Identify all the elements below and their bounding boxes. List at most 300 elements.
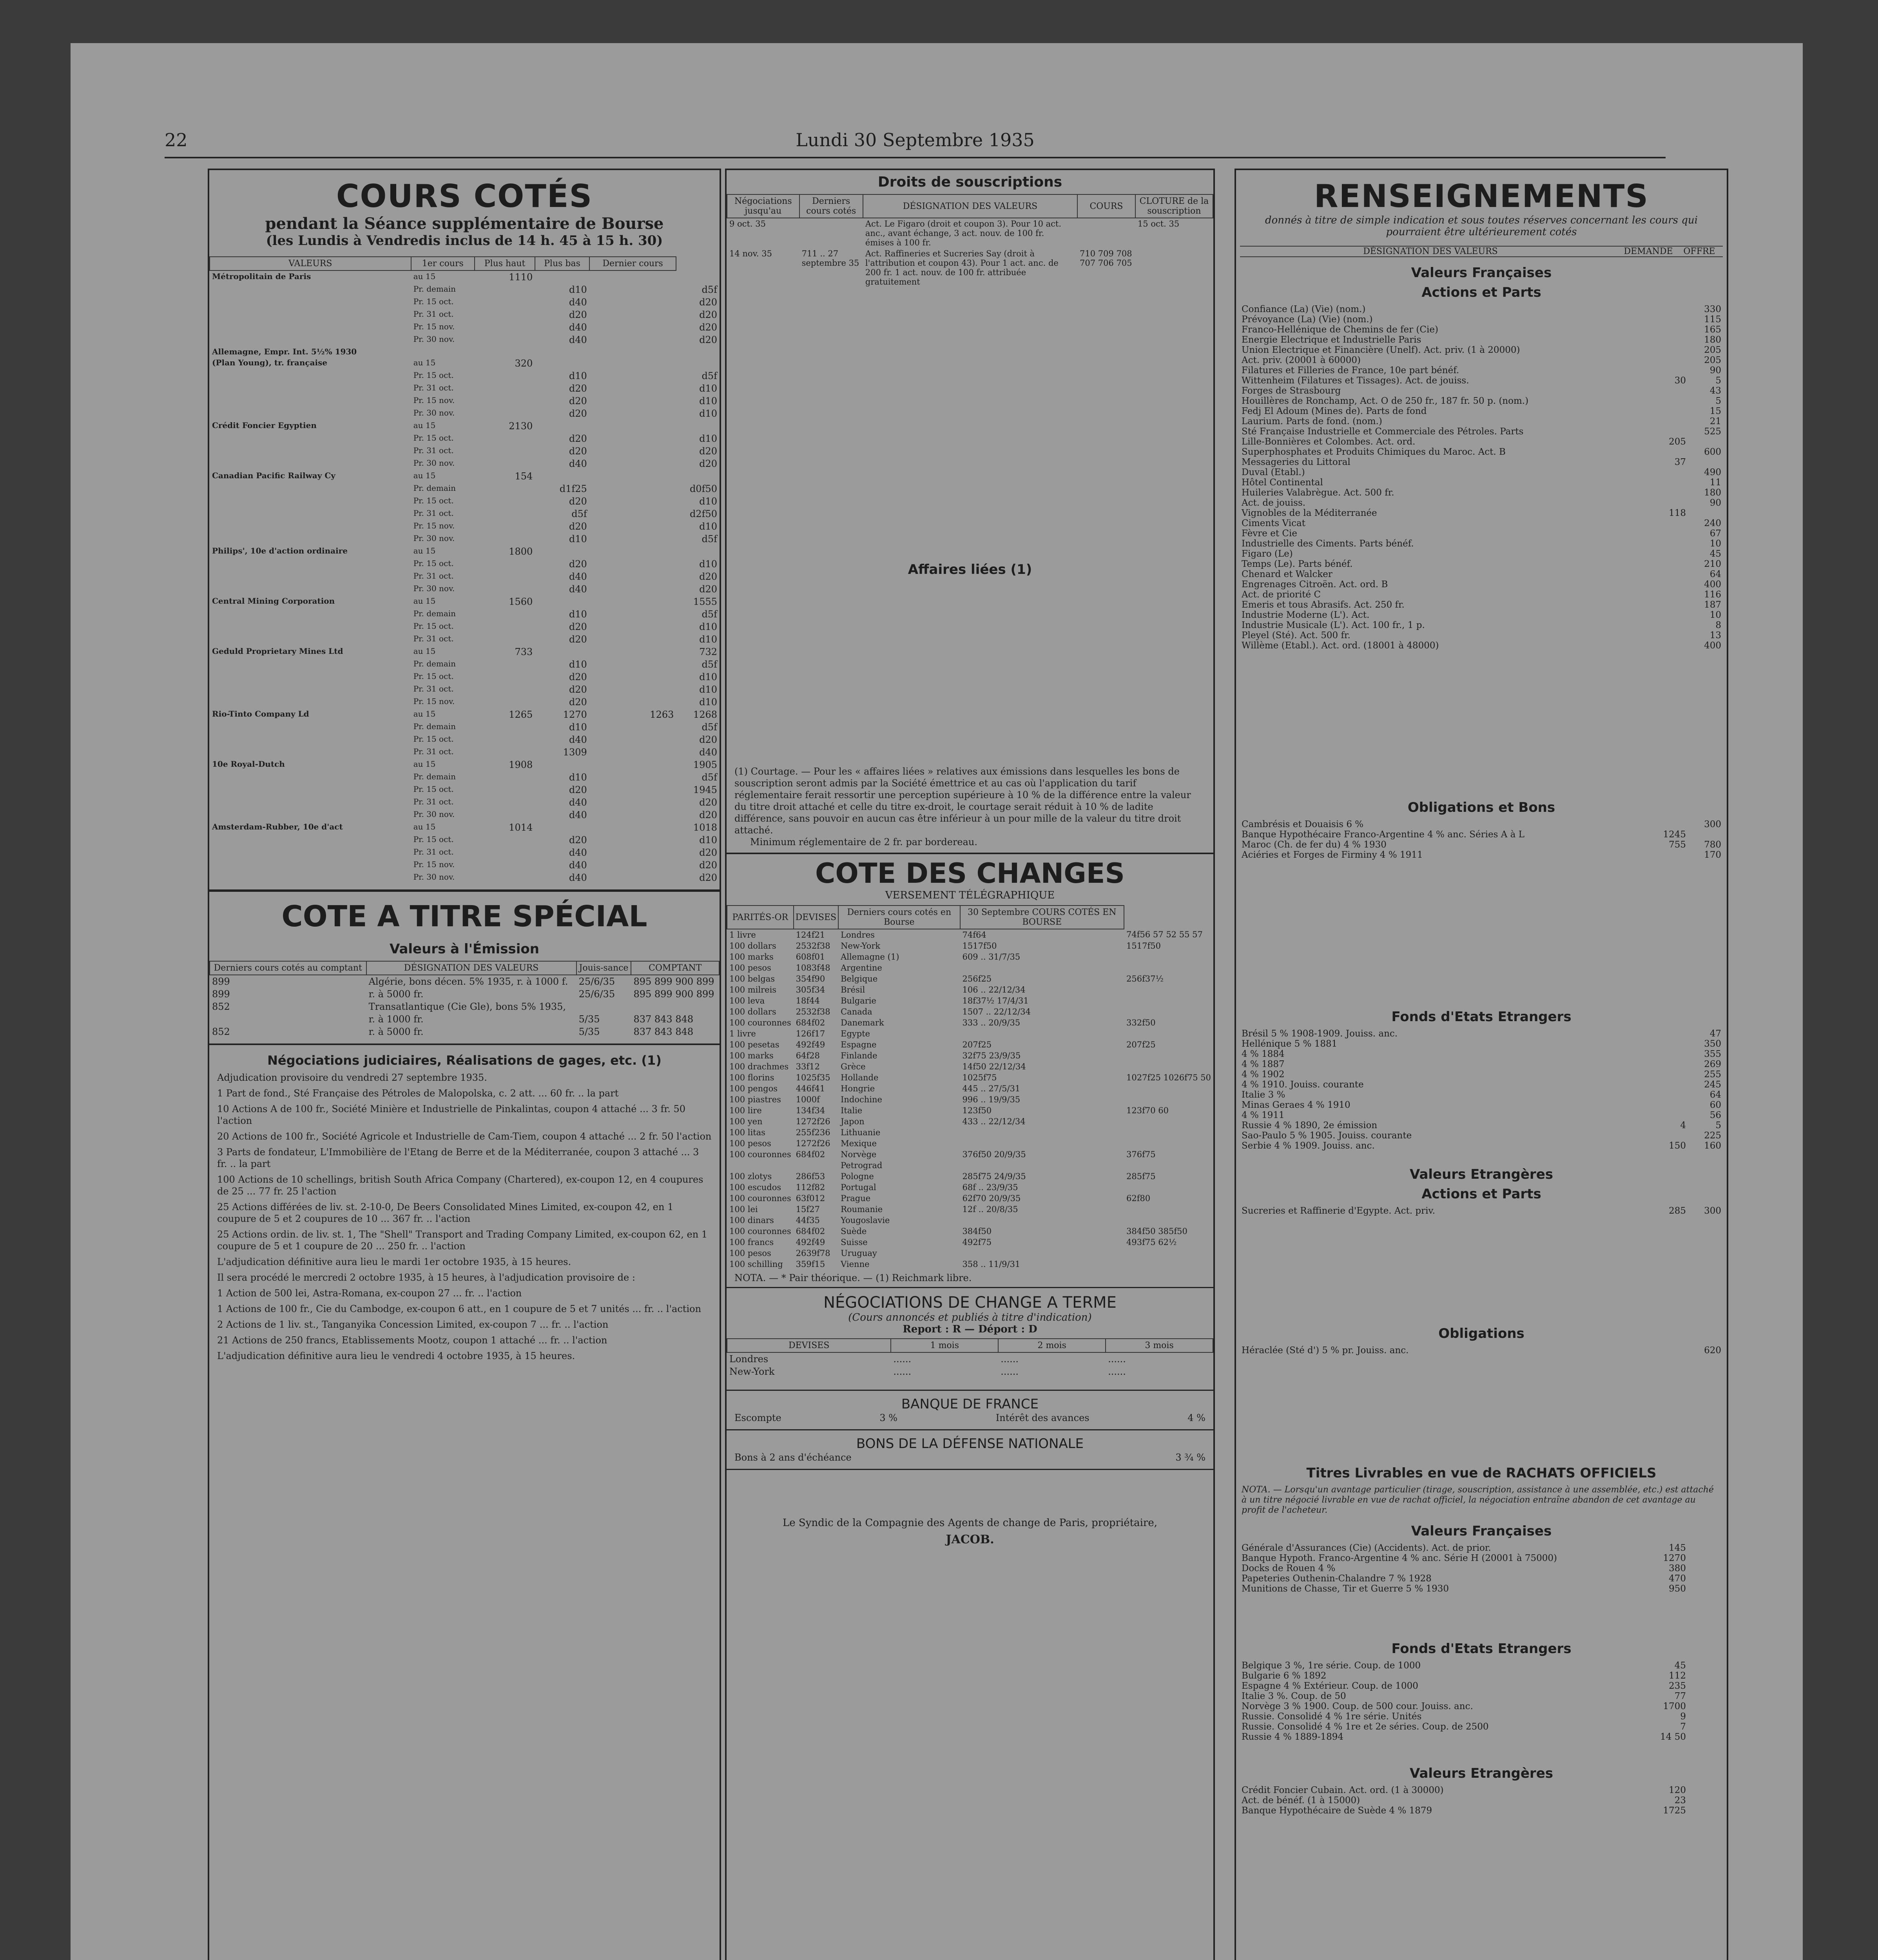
valeur-name (210, 871, 411, 884)
change-c (1124, 1116, 1213, 1127)
terme-table (727, 1338, 1213, 1378)
list-rachats-etrangeres (1242, 1785, 1721, 1816)
item-name: 4 % 1887 (1242, 1059, 1285, 1069)
item-demande (1651, 426, 1686, 437)
item-offre: 355 (1704, 1049, 1721, 1059)
table-row (727, 1352, 1213, 1365)
item-demande (1651, 314, 1686, 325)
change-pv: 305f34 (796, 985, 825, 995)
column-header: DEVISES (794, 906, 838, 929)
column-header: DEVISES (727, 1339, 891, 1352)
item-offre: 90 (1709, 365, 1721, 376)
change-d: Hollande (841, 1073, 879, 1082)
cours-first (475, 520, 535, 533)
table-row (727, 1237, 1213, 1248)
item-name: Russie. Consolidé 4 % 1re série. Unités (1242, 1711, 1422, 1722)
change-pv: 492f49 (796, 1238, 825, 1247)
cours-first (475, 784, 535, 796)
change-p: 100 milreis (729, 985, 777, 995)
cours-last: d5f (702, 772, 717, 783)
item-offre (1686, 1722, 1721, 1732)
comptant (631, 1000, 719, 1013)
table-row (210, 583, 720, 595)
change-d: Allemagne (1) (841, 952, 899, 962)
terme-cell: ...... (893, 1366, 912, 1377)
cours-low (589, 334, 676, 346)
column-header: Négociations jusqu'au (727, 194, 799, 218)
table-row (727, 1039, 1213, 1050)
item-offre: 165 (1704, 325, 1721, 335)
cours-last (676, 357, 720, 370)
table-row (210, 834, 720, 846)
list-item (1242, 1661, 1721, 1671)
change-c (1124, 1204, 1213, 1215)
term: au 15 (413, 709, 436, 719)
cours-last: d10 (699, 684, 717, 695)
list-item (1242, 579, 1721, 590)
cours-low (589, 420, 676, 432)
droit-close: 15 oct. 35 (1137, 219, 1180, 229)
cours-low (589, 346, 676, 357)
terme-header-row (727, 1339, 1213, 1352)
item-name: Willème (Etabl.). Act. ord. (18001 à 48000) (1242, 641, 1439, 651)
banque-rates (727, 1412, 1213, 1424)
term: Pr. 31 oct. (413, 446, 454, 455)
column-header: 1 mois (891, 1339, 998, 1352)
item-name: Temps (Le). Parts bénéf. (1242, 559, 1353, 569)
cours-last: 1555 (693, 596, 717, 607)
change-p: 100 dollars (729, 1007, 776, 1016)
table-row (210, 821, 720, 834)
droit-date: 14 nov. 35 (729, 249, 772, 258)
table-row (210, 407, 720, 420)
item-demande (1651, 447, 1686, 457)
cours-last: d20 (699, 571, 717, 582)
changes-nota: NOTA. — * Pair théorique. — (1) Reichmark libre. (734, 1272, 972, 1283)
term: Pr. 30 nov. (413, 872, 455, 882)
cours-last: d5f (702, 609, 717, 620)
cours-high (535, 595, 589, 608)
change-l: 492f75 (962, 1238, 992, 1247)
cours-low (589, 696, 676, 708)
table-row (727, 1149, 1213, 1160)
cours-last: d10 (699, 621, 717, 632)
item-offre: 180 (1704, 488, 1721, 498)
column-header: 2 mois (998, 1339, 1106, 1352)
item-offre: 11 (1709, 477, 1721, 488)
comptant: 837 843 848 (633, 1014, 694, 1025)
table-row (727, 1072, 1213, 1083)
table-row (727, 1094, 1213, 1105)
cours-last: d20 (699, 847, 717, 858)
change-p: 100 pesos (729, 1139, 771, 1148)
item-name: Banque Hypoth. Franco-Argentine 4 % anc. Série H (20001 à 75000) (1242, 1553, 1557, 1563)
droits-table (727, 194, 1213, 287)
list-item (1242, 325, 1721, 335)
cours-last: d20 (699, 809, 717, 820)
cours-last: 1945 (693, 784, 717, 795)
cours-first (475, 346, 535, 357)
valeur-name (210, 846, 411, 859)
column-header: Jouis-sance (576, 961, 631, 975)
item-offre (1686, 1681, 1721, 1691)
list-item (1242, 498, 1721, 508)
table-row (210, 382, 720, 395)
cours-last (676, 420, 720, 432)
changes-header-row (727, 906, 1213, 929)
term: Pr. 15 oct. (413, 496, 454, 505)
change-d: Roumanie (841, 1205, 883, 1214)
cours-high: d20 (569, 496, 587, 507)
cours-last: d20 (699, 860, 717, 871)
rachats-title: Titres Livrables en vue de RACHATS OFFICIELS (1306, 1465, 1657, 1481)
list-item (1242, 549, 1721, 559)
item-offre: 269 (1704, 1059, 1721, 1069)
list-item (1242, 641, 1721, 651)
change-d: Finlande (841, 1051, 877, 1060)
cours-first: 1265 (509, 709, 533, 720)
jouissance: 25/6/35 (578, 976, 615, 987)
cours-first (475, 671, 535, 683)
item-name: 4 % 1910. Jouiss. courante (1242, 1080, 1364, 1090)
cours-high: d10 (569, 722, 587, 733)
special-title: COTE A TITRE SPÉCIAL (281, 900, 647, 933)
list-item (1242, 1573, 1721, 1584)
change-pv: 33f12 (796, 1062, 820, 1071)
item-demande (1651, 416, 1686, 426)
item-demande: 77 (1674, 1691, 1686, 1701)
term: au 15 (413, 759, 436, 769)
item-demande (1651, 549, 1686, 559)
cours-last: d5f (702, 659, 717, 670)
term: au 15 (413, 421, 436, 430)
cours-high: d20 (569, 521, 587, 532)
valeur-name: Central Mining Corporation (212, 596, 335, 606)
item-offre: 13 (1709, 630, 1721, 641)
cours-first: 1014 (509, 822, 533, 833)
cours-first (475, 382, 535, 395)
cours-last: d20 (699, 734, 717, 745)
cours-low (589, 520, 676, 533)
change-c (1124, 1248, 1213, 1259)
cours-low (589, 296, 676, 309)
valeur-name: Métropolitain de Paris (212, 272, 311, 281)
cours-last: d20 (699, 297, 717, 308)
droit-close (1135, 248, 1213, 287)
valeur-name (210, 621, 411, 633)
change-l (960, 1127, 1124, 1138)
term: Pr. 15 oct. (413, 734, 454, 744)
column-header: DÉSIGNATION DES VALEURS (366, 961, 576, 975)
item-offre: 400 (1704, 641, 1721, 651)
table-row (210, 483, 720, 495)
negociations-title: Négociations judiciaires, Réalisations de gages, etc. (1) (267, 1053, 662, 1068)
valeur-name (210, 407, 411, 420)
list-etr-obligations (1242, 1345, 1721, 1356)
item-demande (1651, 539, 1686, 549)
list-item (1242, 1120, 1721, 1131)
section-rachats-francaises: Valeurs Françaises (1411, 1523, 1552, 1539)
droit-last (799, 218, 863, 248)
cours-low (589, 357, 676, 370)
renseignements-subtitle: donnés à titre de simple indication et sous toutes réserves concernant les cours qui pourraient être ultérieurement cotés (1265, 214, 1698, 238)
list-item (1242, 355, 1721, 365)
cours-low (589, 483, 676, 495)
cours-high: d20 (569, 784, 587, 795)
item-name: Superphosphates et Produits Chimiques du Maroc. Act. B (1242, 447, 1506, 457)
item-offre: 60 (1709, 1100, 1721, 1110)
list-item (1242, 365, 1721, 376)
change-d: Grèce (841, 1062, 866, 1071)
change-l: 433 .. 22/12/34 (962, 1117, 1026, 1126)
change-d: Suède (841, 1227, 867, 1236)
item-offre: 525 (1704, 426, 1721, 437)
table-row (210, 520, 720, 533)
table-row (727, 218, 1213, 248)
valeur-name: Philips', 10e d'action ordinaire (212, 546, 348, 555)
item-demande (1651, 488, 1686, 498)
list-item (1242, 477, 1721, 488)
item-name: Espagne 4 % Extérieur. Coup. de 1000 (1242, 1681, 1418, 1691)
item-demande: 118 (1669, 508, 1686, 518)
cours-high: d40 (569, 809, 587, 820)
list-item (1242, 508, 1721, 518)
table-row (210, 545, 720, 558)
item-offre: 160 (1704, 1141, 1721, 1151)
item-demande: 7 (1680, 1722, 1686, 1732)
valeur-name (210, 696, 411, 708)
cours-last: d20 (699, 584, 717, 595)
section-valeurs-etrangeres: Valeurs Etrangères (1409, 1167, 1553, 1182)
cours-hours: (les Lundis à Vendredis inclus de 14 h. 45 à 15 h. 30) (266, 233, 663, 249)
cours-first (475, 321, 535, 334)
change-p: 100 piastres (729, 1095, 781, 1104)
cours-low (589, 558, 676, 570)
table-row (210, 988, 719, 1000)
change-d: Bulgarie (841, 996, 876, 1005)
change-c (1124, 1160, 1213, 1171)
list-item (1242, 1141, 1721, 1151)
item-offre: 10 (1709, 610, 1721, 620)
table-row (210, 533, 720, 545)
list-item (1242, 630, 1721, 641)
cours-first (475, 746, 535, 759)
column-renseignements (1234, 169, 1728, 1960)
list-item (1242, 590, 1721, 600)
change-pv: 126f17 (796, 1029, 825, 1038)
valeur-name (210, 382, 411, 395)
item-demande: 1725 (1663, 1806, 1686, 1816)
section-actions-parts: Actions et Parts (1421, 285, 1541, 300)
cours-first: 1908 (509, 759, 533, 770)
item-demande (1651, 1029, 1686, 1039)
term: Pr. 31 oct. (413, 634, 454, 643)
change-pv: 18f44 (796, 996, 820, 1005)
term: au 15 (413, 546, 436, 555)
term: Pr. 15 oct. (413, 433, 454, 443)
item-offre (1686, 1732, 1721, 1742)
list-item (1242, 1069, 1721, 1080)
list-obligations (1242, 819, 1721, 860)
item-demande: 45 (1674, 1661, 1686, 1671)
table-row (727, 962, 1213, 973)
item-offre: 205 (1704, 345, 1721, 355)
valeur-name (210, 395, 411, 407)
droits-title: Droits de souscriptions (877, 174, 1062, 190)
page-header (165, 129, 1666, 153)
table-row (727, 984, 1213, 995)
item-demande (1651, 559, 1686, 569)
change-d: Portugal (841, 1183, 876, 1192)
special-subtitle: Valeurs à l'Émission (389, 941, 539, 957)
item-offre: 115 (1704, 314, 1721, 325)
list-actions (1242, 304, 1721, 651)
item-offre (1686, 437, 1721, 447)
item-offre (1686, 1701, 1721, 1711)
cours-last (676, 270, 720, 283)
item-name: Houillères de Ronchamp, Act. O de 250 fr., 187 fr. 50 p. (nom.) (1242, 396, 1529, 406)
change-l: 106 .. 22/12/34 (962, 985, 1026, 995)
change-l (960, 1138, 1124, 1149)
change-l: 1517f50 (962, 941, 997, 951)
column-cours-cotes (208, 169, 721, 1960)
list-item (1242, 1701, 1721, 1711)
cours-low (589, 382, 676, 395)
change-l (960, 1215, 1124, 1226)
change-c (1124, 1182, 1213, 1193)
table-row (210, 683, 720, 696)
change-c (1124, 1094, 1213, 1105)
item-name: Russie. Consolidé 4 % 1re et 2e séries. Coup. de 2500 (1242, 1722, 1489, 1732)
list-item (1242, 1131, 1721, 1141)
list-item (1242, 829, 1721, 840)
change-d: Uruguay (841, 1249, 877, 1258)
change-l: 609 .. 31/7/35 (962, 952, 1021, 962)
terme-cell: ...... (1001, 1354, 1019, 1365)
list-item (1242, 518, 1721, 528)
item-name: Industrielle des Ciments. Parts bénéf. (1242, 539, 1414, 549)
item-demande (1651, 819, 1686, 829)
valeur-name (210, 558, 411, 570)
change-c (1124, 1061, 1213, 1072)
header-demande: DEMANDE (1624, 247, 1673, 256)
item-name: Papeteries Outhenin-Chalandre 7 % 1928 (1242, 1573, 1432, 1584)
cours-high: d20 (569, 697, 587, 708)
change-l: 445 .. 27/5/31 (962, 1084, 1021, 1093)
comptant: 895 899 900 899 (633, 976, 714, 987)
change-l: 74f64 (962, 930, 986, 940)
change-p: 100 drachmes (729, 1062, 789, 1071)
term: au 15 (413, 358, 436, 367)
change-c: 207f25 (1126, 1040, 1156, 1049)
item-offre (1686, 1584, 1721, 1594)
table-row (210, 733, 720, 746)
change-c (1124, 1006, 1213, 1017)
change-pv (794, 1160, 838, 1171)
item-demande: 380 (1669, 1563, 1686, 1573)
change-p: 100 pesos (729, 1249, 771, 1258)
cours-low (589, 746, 676, 759)
cours-last: d20 (699, 458, 717, 469)
negociation-line: 21 Actions de 250 francs, Etablissements Mootz, coupon 1 attaché ... fr. .. l'action (217, 1335, 607, 1346)
change-c (1124, 1050, 1213, 1061)
item-demande (1651, 579, 1686, 590)
valeur-name (210, 746, 411, 759)
table-row (727, 1193, 1213, 1204)
item-name: Fedj El Adoum (Mines de). Parts de fond (1242, 406, 1427, 416)
term: Pr. 31 oct. (413, 797, 454, 806)
item-offre: 45 (1709, 549, 1721, 559)
change-p: 100 pesos (729, 963, 771, 973)
rachats-nota: NOTA. — Lorsqu'un avantage particulier (tirage, souscription, assistance à une assemblée, etc.) est attaché à un titre négocié livrable en vue de rachat officiel, la négociation entraîne abandon de cet avantage au profit de l'acheteur. (1242, 1485, 1714, 1515)
list-item (1242, 426, 1721, 437)
cours-low (589, 545, 676, 558)
devise: New-York (729, 1366, 775, 1377)
change-pv: 286f53 (796, 1172, 825, 1181)
cours-low (589, 495, 676, 508)
list-item (1242, 1732, 1721, 1742)
cours-first: 1560 (509, 596, 533, 607)
term: Pr. demain (413, 483, 456, 493)
cours-high (535, 470, 589, 483)
cours-high (535, 759, 589, 771)
item-name: Industrie Musicale (L'). Act. 100 fr., 1 p. (1242, 620, 1425, 630)
table-row (210, 608, 720, 621)
item-demande: 112 (1669, 1671, 1686, 1681)
item-offre: 56 (1709, 1110, 1721, 1120)
valeur-name (210, 583, 411, 595)
item-name: Russie 4 % 1889-1894 (1242, 1732, 1343, 1742)
droits-note: (1) Courtage. — Pour les « affaires liées » relatives aux émissions dans lesquelles les bons de souscription seront admis par la Société émettrice et au cas où l'application du tarif réglementaire ferait ressortir une perception supérieure à 10 % de la différence entre la valeur du titre droit attaché et celle du titre ex-droit, le courtage serait réduit à 10 % de ladite différence, sans pouvoir en aucun cas être inférieur à un pour mille de la valeur du titre droit attaché. (734, 766, 1191, 836)
item-offre: 490 (1704, 467, 1721, 477)
cours-low (589, 871, 676, 884)
cours-first: 1800 (509, 546, 533, 557)
negociation-line: 1 Action de 500 lei, Astra-Romana, ex-coupon 27 ... fr. .. l'action (217, 1288, 522, 1299)
change-p: 100 francs (729, 1238, 774, 1247)
item-name: Italie 3 %. Coup. de 50 (1242, 1691, 1346, 1701)
table-row (727, 1138, 1213, 1149)
change-c: 332f50 (1126, 1018, 1156, 1027)
list-item (1242, 488, 1721, 498)
valeur-name: (Plan Young), tr. française (212, 358, 328, 367)
column-header: PARITÉS-OR (727, 906, 794, 929)
terme-cell: ...... (1001, 1366, 1019, 1377)
item-demande: 205 (1669, 437, 1686, 447)
cours-high: d40 (569, 734, 587, 745)
list-item (1242, 1029, 1721, 1039)
table-row (210, 696, 720, 708)
term: Pr. demain (413, 284, 456, 294)
change-d: Espagne (841, 1040, 877, 1049)
cours-first (475, 508, 535, 520)
cours-high: d40 (569, 322, 587, 333)
list-item (1242, 819, 1721, 829)
cours-subtitle: pendant la Séance supplémentaire de Bourse (265, 214, 664, 233)
item-offre (1686, 1573, 1721, 1584)
negociation-line: 100 Actions de 10 schellings, british South Africa Company (Chartered), ex-coupon 12, en 4 coupures de 25 ... 77 fr. 25 l'action (217, 1174, 703, 1197)
negociation-line: 10 Actions A de 100 fr., Société Minière et Industrielle de Pinkalintas, coupon 4 attaché ... 3 fr. 50 l'action (217, 1103, 685, 1126)
list-item (1242, 1206, 1721, 1216)
cours-last: d40 (699, 747, 717, 758)
item-demande: 23 (1674, 1795, 1686, 1806)
table-row (210, 721, 720, 733)
item-name: Hellénique 5 % 1881 (1242, 1039, 1338, 1049)
cours-last: d20 (699, 322, 717, 333)
syndic-line: Le Syndic de la Compagnie des Agents de change de Paris, propriétaire, (783, 1517, 1157, 1529)
change-pv: 124f21 (796, 930, 825, 940)
item-demande (1651, 1090, 1686, 1100)
change-pv: 2532f38 (796, 941, 830, 951)
